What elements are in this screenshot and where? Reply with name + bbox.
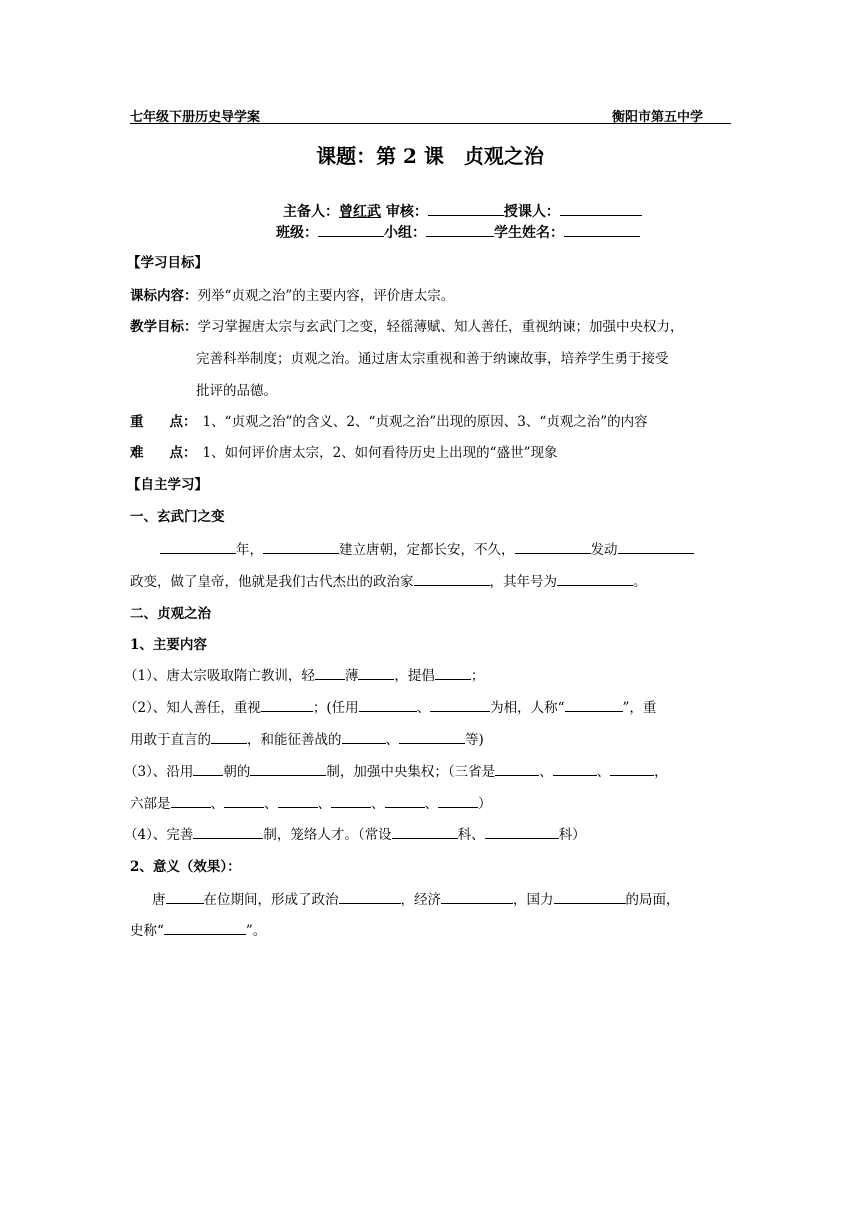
key-points-line <box>130 410 648 430</box>
preparer-label: 主备人： <box>283 204 339 220</box>
text: 、 <box>539 764 553 780</box>
blank[interactable] <box>435 667 471 680</box>
content-3 <box>124 760 668 780</box>
text: 发动 <box>590 542 618 558</box>
text: （4）、完善 <box>124 827 194 843</box>
key-label-1: 重 <box>130 414 144 430</box>
text: （1）、唐太宗吸取隋亡教训，轻 <box>124 668 315 684</box>
text: 、 <box>424 796 438 812</box>
blank[interactable] <box>438 795 478 808</box>
text: 史称“ <box>130 923 164 939</box>
text: 、 <box>371 796 385 812</box>
text: ） <box>478 796 492 812</box>
text: ，其年号为 <box>489 574 557 590</box>
text: 朝的 <box>223 764 251 780</box>
content-2b <box>130 728 484 748</box>
blank[interactable] <box>171 795 211 808</box>
s1-line-2 <box>130 570 647 590</box>
meta-line-1 <box>283 201 642 221</box>
text: 制，加强中央集权；（三省是 <box>326 764 496 780</box>
text: 制，笼络人才。（常设 <box>263 827 392 843</box>
text: ；(任用 <box>312 700 359 716</box>
blank[interactable] <box>278 795 318 808</box>
blank[interactable] <box>565 699 623 712</box>
text: 用敢于直言的 <box>130 732 211 748</box>
key-label-2: 点： <box>169 414 197 430</box>
section-2-sub-2: 2、意义（效果）： <box>130 859 241 875</box>
text: ， <box>654 764 668 780</box>
text: 、 <box>317 796 331 812</box>
reviewer-label: 审核： <box>385 204 428 220</box>
content-1 <box>124 664 484 684</box>
blank[interactable] <box>495 763 539 776</box>
text: ； <box>470 668 485 684</box>
class-blank[interactable] <box>318 224 384 237</box>
text: ”，重 <box>622 700 657 716</box>
text: 建立唐朝，定都长安，不久， <box>339 542 515 558</box>
s1-line-1 <box>160 538 694 558</box>
blank[interactable] <box>164 922 246 935</box>
blank[interactable] <box>193 826 263 839</box>
reviewer-blank[interactable] <box>428 203 504 216</box>
teacher-blank[interactable] <box>560 203 642 216</box>
preparer-name: 曾红武 <box>339 204 381 220</box>
teacher-label: 授课人： <box>503 204 560 220</box>
teaching-line-2: 完善科举制度；贞观之治。通过唐太宗重视和善于纳谏故事，培养学生勇于接受 <box>196 351 669 367</box>
page-title: 课题：第 2 课 贞观之治 <box>316 144 544 168</box>
teaching-line-3: 批评的品德。 <box>196 383 277 399</box>
self-study-heading: 【自主学习】 <box>127 477 208 493</box>
blank[interactable] <box>399 731 465 744</box>
content-2 <box>124 696 656 716</box>
blank[interactable] <box>557 573 633 586</box>
blank[interactable] <box>485 826 559 839</box>
student-blank[interactable] <box>564 224 640 237</box>
section-2-title: 二、贞观之治 <box>130 606 211 622</box>
blank[interactable] <box>250 763 326 776</box>
content-4 <box>124 823 586 843</box>
teaching-text-1: 学习掌握唐太宗与玄武门之变，轻徭薄赋、知人善任，重视纳谏；加强中央权力， <box>197 319 684 335</box>
text: ”。 <box>245 923 267 939</box>
teaching-label: 教学目标： <box>130 319 198 335</box>
key-text: 1、“贞观之治”的含义、2、“贞观之治”出现的原因、3、“贞观之治”的内容 <box>202 414 648 430</box>
meaning-line-2 <box>130 919 266 939</box>
blank[interactable] <box>166 891 204 904</box>
text: 、 <box>416 700 431 716</box>
text: ，提倡 <box>394 668 435 684</box>
blank[interactable] <box>441 891 513 904</box>
difficult-points-line <box>130 441 557 461</box>
header-divider <box>130 123 731 124</box>
text: ，国力 <box>513 892 554 908</box>
text: 科） <box>558 827 586 843</box>
blank[interactable] <box>385 795 425 808</box>
text: 。 <box>633 574 647 590</box>
text: 政变，做了皇帝，他就是我们古代杰出的政治家 <box>130 574 414 590</box>
text: 、 <box>264 796 278 812</box>
section-2-sub-1: 1、主要内容 <box>130 637 207 653</box>
blank[interactable] <box>331 795 371 808</box>
group-blank[interactable] <box>426 224 494 237</box>
text: 等) <box>465 732 484 748</box>
blank[interactable] <box>554 891 626 904</box>
blank[interactable] <box>414 573 490 586</box>
blank[interactable] <box>160 541 236 554</box>
blank[interactable] <box>315 667 345 680</box>
blank[interactable] <box>430 699 490 712</box>
header-right: 衡阳市第五中学 <box>612 110 704 125</box>
teaching-line-1 <box>130 315 684 335</box>
standard-label: 课标内容： <box>130 288 198 304</box>
blank[interactable] <box>359 699 417 712</box>
goals-heading: 【学习目标】 <box>127 255 208 271</box>
blank[interactable] <box>193 763 223 776</box>
text: 科、 <box>457 827 485 843</box>
blank[interactable] <box>224 795 264 808</box>
text: 、 <box>385 732 399 748</box>
text: （2）、知人善任，重视 <box>124 700 261 716</box>
text: 、 <box>596 764 611 780</box>
blank[interactable] <box>392 826 458 839</box>
meta-line-2 <box>276 222 640 242</box>
group-label: 小组： <box>384 225 426 241</box>
text: ，和能征善战的 <box>247 732 342 748</box>
blank[interactable] <box>261 699 313 712</box>
text: 、 <box>210 796 224 812</box>
blank[interactable] <box>342 731 386 744</box>
blank[interactable] <box>610 763 654 776</box>
section-1-title: 一、玄武门之变 <box>130 509 225 525</box>
class-label: 班级： <box>276 225 318 241</box>
text: ，经济 <box>400 892 441 908</box>
text: （3）、沿用 <box>124 764 194 780</box>
blank[interactable] <box>618 541 694 554</box>
text: 薄 <box>344 668 359 684</box>
blank[interactable] <box>211 731 247 744</box>
meaning-line-1 <box>152 888 680 908</box>
diff-text: 1、如何评价唐太宗，2、如何看待历史上出现的“盛世”现象 <box>202 445 558 461</box>
text: 的局面， <box>625 892 680 908</box>
content-3b <box>130 792 492 812</box>
text: 在位期间，形成了政治 <box>203 892 339 908</box>
blank[interactable] <box>263 541 339 554</box>
standard-text: 列举“贞观之治”的主要内容，评价唐太宗。 <box>197 288 455 304</box>
text: 年， <box>236 542 263 558</box>
blank[interactable] <box>339 891 401 904</box>
diff-label-1: 难 <box>130 445 144 461</box>
standard-line <box>130 284 454 304</box>
diff-label-2: 点： <box>169 445 197 461</box>
blank[interactable] <box>515 541 591 554</box>
text: 为相，人称“ <box>490 700 565 716</box>
student-label: 学生姓名： <box>494 225 564 241</box>
blank[interactable] <box>358 667 394 680</box>
header-left: 七年级下册历史导学案 <box>130 110 261 125</box>
blank[interactable] <box>553 763 597 776</box>
text: 六部是 <box>130 796 171 812</box>
text: 唐 <box>152 892 166 908</box>
